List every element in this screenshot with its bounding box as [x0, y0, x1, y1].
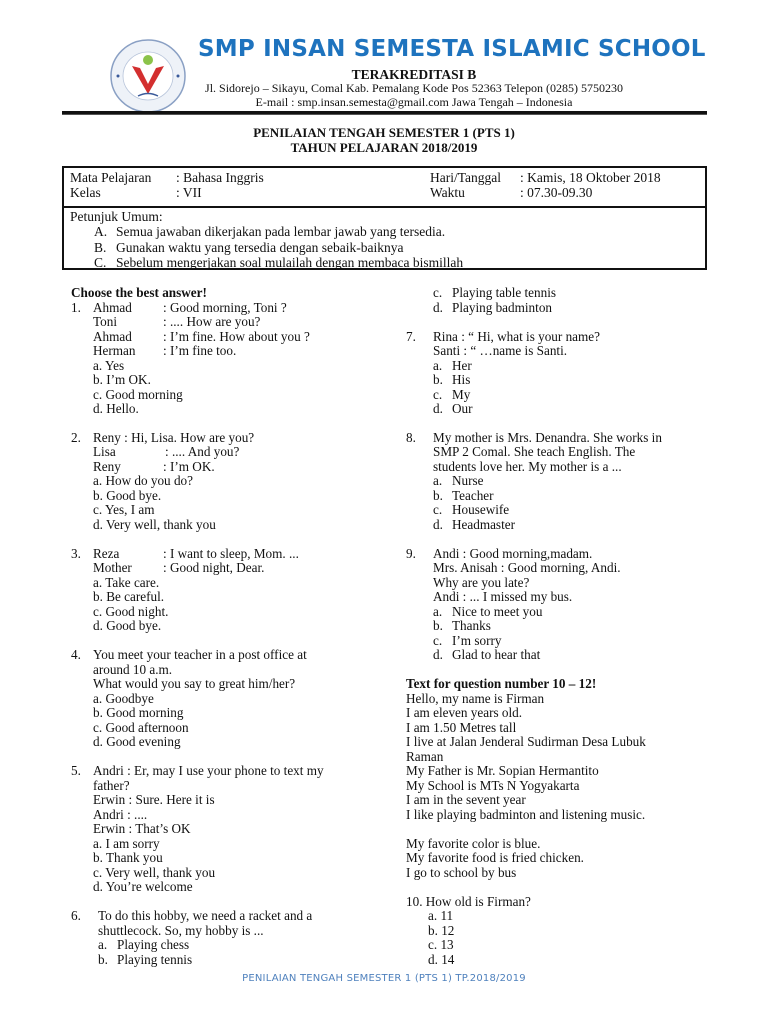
answer-option[interactable]: b. Good morning	[93, 705, 184, 720]
reading-line: I am eleven years old.	[406, 705, 523, 720]
reading-line: I like playing badminton and listening music.	[406, 807, 646, 822]
dialog-speaker: Mother	[93, 560, 132, 575]
dialog-speaker: Herman	[93, 343, 136, 358]
answer-option[interactable]: c. Good night.	[93, 604, 169, 619]
answer-option[interactable]: b. I’m OK.	[93, 372, 151, 387]
answer-option[interactable]: b. Good bye.	[93, 488, 162, 503]
answer-option[interactable]: His	[452, 372, 471, 387]
answer-option[interactable]: a. How do you do?	[93, 473, 193, 488]
answer-option[interactable]: b. 12	[428, 923, 455, 938]
dialog-text: : .... How are you?	[163, 314, 261, 329]
time-value: : 07.30-09.30	[520, 185, 593, 200]
reading-line: I live at Jalan Jenderal Sudirman Desa Lubuk	[406, 734, 646, 749]
subject-value: : Bahasa Inggris	[176, 170, 264, 185]
answer-option[interactable]: c. Yes, I am	[93, 502, 155, 517]
answer-option[interactable]: c. Good morning	[93, 387, 183, 402]
answer-option[interactable]: Thanks	[452, 618, 491, 633]
option-letter: a.	[433, 358, 443, 373]
option-letter: c.	[433, 502, 443, 517]
question-text: SMP 2 Comal. She teach English. The	[433, 444, 636, 459]
class-value: : VII	[176, 185, 202, 200]
dialog-text: : .... And you?	[165, 444, 240, 459]
date-label: Hari/Tanggal	[430, 170, 502, 185]
option-letter: d.	[433, 517, 443, 532]
question-text: You meet your teacher in a post office at	[93, 647, 307, 662]
answer-option[interactable]: Housewife	[452, 502, 510, 517]
option-letter: c.	[433, 285, 443, 300]
question-text: students love her. My mother is a ...	[433, 459, 622, 474]
subject-label: Mata Pelajaran	[70, 170, 152, 185]
dialog-text: : Good morning, Toni ?	[163, 300, 287, 315]
question-number: 1.	[71, 300, 81, 315]
option-letter: d.	[433, 401, 443, 416]
option-letter: c.	[433, 633, 443, 648]
option-letter: b.	[433, 372, 443, 387]
page-footer: PENILAIAN TENGAH SEMESTER 1 (PTS 1) TP.2018/2019	[242, 973, 526, 984]
answer-option[interactable]: Playing tennis	[117, 952, 193, 967]
answer-option[interactable]: d. You’re welcome	[93, 879, 193, 894]
option-letter: a.	[433, 473, 443, 488]
exam-meta-row	[64, 168, 705, 208]
answer-option[interactable]: Our	[452, 401, 473, 416]
answer-option[interactable]: c. Very well, thank you	[93, 865, 216, 880]
accreditation: TERAKREDITASI B	[351, 67, 477, 82]
question-text: Andi : Good morning,madam.	[433, 546, 593, 561]
option-letter: b.	[433, 488, 443, 503]
date-value: : Kamis, 18 Oktober 2018	[520, 170, 661, 185]
answer-option[interactable]: a. 11	[428, 908, 454, 923]
instruction-text: Sebelum mengerjakan soal mulailah dengan membaca bismillah	[116, 255, 464, 270]
reading-line: My Father is Mr. Sopian Hermantito	[406, 763, 599, 778]
question-text: father?	[93, 778, 130, 793]
answer-option[interactable]: d. Hello.	[93, 401, 139, 416]
answer-option[interactable]: Playing chess	[117, 937, 190, 952]
instruction-text: Gunakan waktu yang tersedia dengan sebaik-baiknya	[116, 240, 404, 255]
question-text: Santi : “ …name is Santi.	[433, 343, 568, 358]
dialog-text: : I’m OK.	[163, 459, 215, 474]
question-text: Mrs. Anisah : Good morning, Andi.	[433, 560, 621, 575]
answer-option[interactable]: Glad to hear that	[452, 647, 541, 662]
instruction-letter: C.	[94, 255, 107, 270]
answer-option[interactable]: c. 13	[428, 937, 454, 952]
question-text: What would you say to great him/her?	[93, 676, 296, 691]
question-number: 4.	[71, 647, 81, 662]
answer-option[interactable]: I’m sorry	[452, 633, 502, 648]
question-text: Andri : Er, may I use your phone to text my	[93, 763, 324, 778]
reading-line: My favorite food is fried chicken.	[406, 850, 584, 865]
answer-option[interactable]: Headmaster	[452, 517, 515, 532]
option-letter: d.	[433, 300, 443, 315]
answer-option[interactable]: a. I am sorry	[93, 836, 160, 851]
instructions-heading: Petunjuk Umum:	[70, 209, 163, 224]
option-letter: d.	[433, 647, 443, 662]
question-number: 7.	[406, 329, 416, 344]
question-text: Why are you late?	[433, 575, 530, 590]
dialog-text: : I’m fine too.	[163, 343, 237, 358]
option-letter: a.	[98, 937, 108, 952]
answer-option[interactable]: d. 14	[428, 952, 455, 967]
instruction-letter: B.	[94, 240, 107, 255]
question-number: 5.	[71, 763, 81, 778]
reading-line: I am 1.50 Metres tall	[406, 720, 517, 735]
academic-year: TAHUN PELAJARAN 2018/2019	[290, 140, 478, 155]
answer-option[interactable]: a. Yes	[93, 358, 125, 373]
header-divider	[62, 111, 707, 115]
reading-heading: Text for question number 10 – 12!	[406, 676, 597, 691]
question-number: 9.	[406, 546, 416, 561]
reading-line: My School is MTs N Yogyakarta	[406, 778, 580, 793]
school-address: Jl. Sidorejo – Sikayu, Comal Kab. Pemalang Kode Pos 52363 Telepon (0285) 5750230	[205, 81, 623, 95]
question-text: 10. How old is Firman?	[406, 894, 531, 909]
answer-option[interactable]: b. Thank you	[93, 850, 163, 865]
dialog-speaker: Toni	[93, 314, 117, 329]
question-text: around 10 a.m.	[93, 662, 173, 677]
answer-option[interactable]: Nice to meet you	[452, 604, 543, 619]
reading-line: Raman	[406, 749, 444, 764]
question-text: Erwin : That’s OK	[93, 821, 191, 836]
question-number: 2.	[71, 430, 81, 445]
exam-title: PENILAIAN TENGAH SEMESTER 1 (PTS 1)	[253, 125, 515, 140]
dialog-text: : I’m fine. How about you ?	[163, 329, 310, 344]
reading-line: I am in the sevent year	[406, 792, 526, 807]
answer-option[interactable]: Her	[452, 358, 472, 373]
question-text: My mother is Mrs. Denandra. She works in	[433, 430, 662, 445]
question-text: shuttlecock. So, my hobby is ...	[98, 923, 264, 938]
school-email: E-mail : smp.insan.semesta@gmail.com Jawa Tengah – Indonesia	[255, 95, 573, 109]
question-number: 3.	[71, 546, 81, 561]
answer-option[interactable]: d. Very well, thank you	[93, 517, 216, 532]
option-letter: c.	[433, 387, 443, 402]
reading-line: I go to school by bus	[406, 865, 517, 880]
answer-option[interactable]: c. Good afternoon	[93, 720, 189, 735]
option-letter: b.	[433, 618, 443, 633]
question-text: Andri : ....	[93, 807, 148, 822]
answer-option[interactable]: My	[452, 387, 471, 402]
answer-option[interactable]: Playing table tennis	[452, 285, 557, 300]
section-heading: Choose the best answer!	[71, 285, 207, 300]
option-letter: a.	[433, 604, 443, 619]
instruction-text: Semua jawaban dikerjakan pada lembar jawab yang tersedia.	[116, 224, 446, 239]
dialog-speaker: Reny	[93, 459, 121, 474]
school-name: SMP INSAN SEMESTA ISLAMIC SCHOOL	[198, 36, 706, 62]
answer-option[interactable]: d. Good evening	[93, 734, 181, 749]
dialog-text: : I want to sleep, Mom. ...	[163, 546, 299, 561]
answer-option[interactable]: a. Take care.	[93, 575, 160, 590]
dialog-speaker: Ahmad	[93, 300, 132, 315]
question-number: 6.	[71, 908, 81, 923]
question-text: Erwin : Sure. Here it is	[93, 792, 215, 807]
answer-option[interactable]: a. Goodbye	[93, 691, 154, 706]
answer-option[interactable]: Teacher	[452, 488, 494, 503]
exam-info-box	[62, 166, 707, 270]
reading-line: My favorite color is blue.	[406, 836, 541, 851]
answer-option[interactable]: b. Be careful.	[93, 589, 165, 604]
dialog-speaker: Lisa	[93, 444, 116, 459]
question-number: 8.	[406, 430, 416, 445]
reading-line: Hello, my name is Firman	[406, 691, 545, 706]
answer-option[interactable]: Nurse	[452, 473, 484, 488]
dialog-text: : Good night, Dear.	[163, 560, 265, 575]
instruction-letter: A.	[94, 224, 108, 239]
option-letter: b.	[98, 952, 108, 967]
dialog-speaker: Ahmad	[93, 329, 132, 344]
time-label: Waktu	[430, 185, 465, 200]
answer-option[interactable]: d. Good bye.	[93, 618, 162, 633]
question-text: Reny : Hi, Lisa. How are you?	[93, 430, 255, 445]
question-text: To do this hobby, we need a racket and a	[98, 908, 313, 923]
dialog-speaker: Reza	[93, 546, 120, 561]
question-text: Rina : “ Hi, what is your name?	[433, 329, 601, 344]
answer-option[interactable]: Playing badminton	[452, 300, 553, 315]
class-label: Kelas	[70, 185, 101, 200]
question-text: Andi : ... I missed my bus.	[433, 589, 573, 604]
